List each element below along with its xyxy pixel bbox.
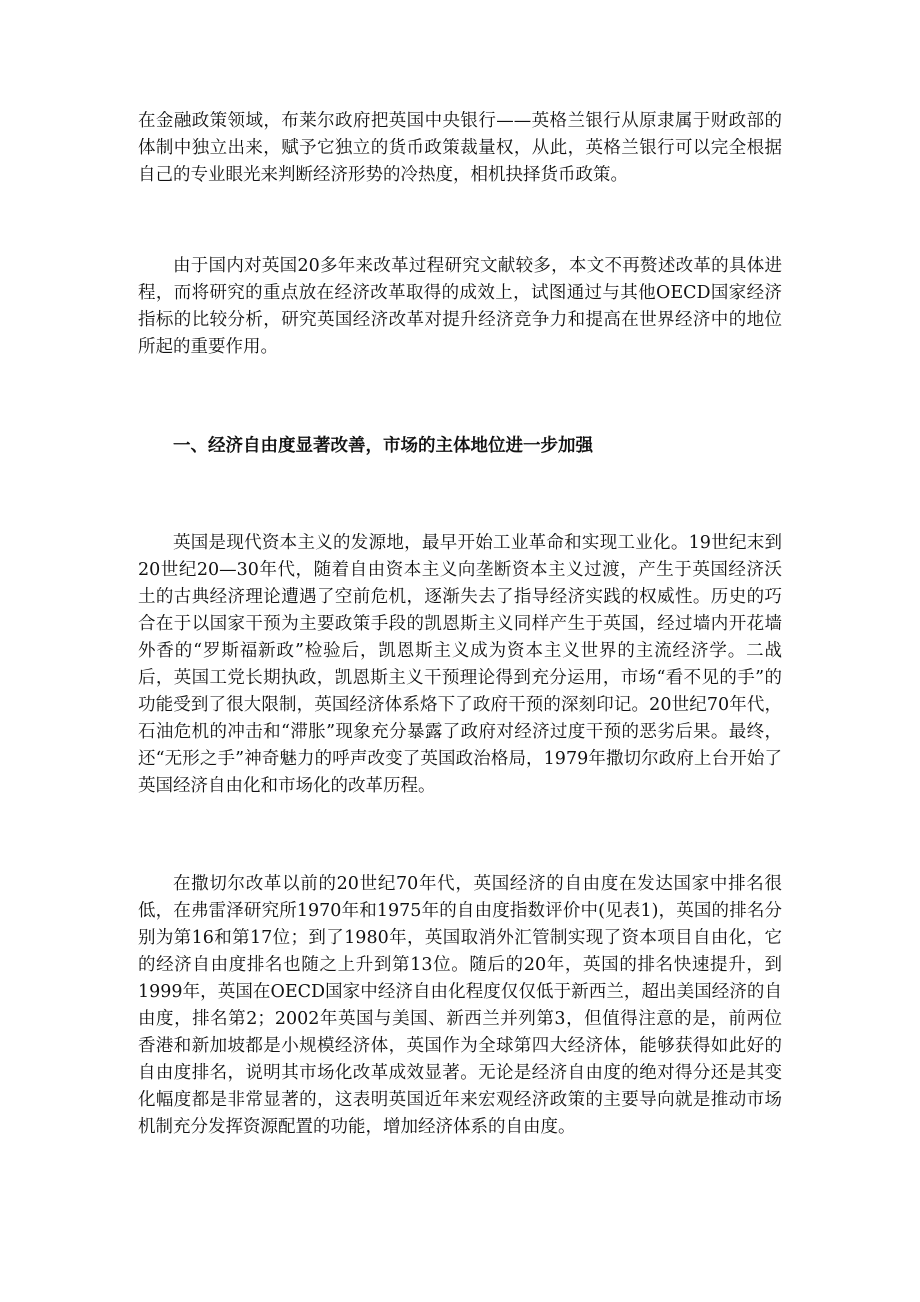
section-heading: 一、经济自由度显著改善，市场的主体地位进一步加强 — [173, 436, 593, 456]
paragraph-research-focus: 由于国内对英国20多年来改革过程研究文献较多，本文不再赘述改革的具体进程，而将研究的重点放在经济改革取得的成效上，试图通过与其他OECD国家经济指标的比较分析，研究英国经济改革对提升经济竞争力和提高在世界经济中的地位所起的重要作用。 — [138, 256, 782, 357]
paragraph-monetary-policy: 在金融政策领域，布莱尔政府把英国中央银行——英格兰银行从原隶属于财政部的体制中独立出来，赋予它独立的货币政策裁量权，从此，英格兰银行可以完全根据自己的专业眼光来判断经济形势的冷热度，相机抉择货币政策。 — [138, 111, 782, 185]
document-body — [138, 108, 782, 1141]
paragraph-history: 英国是现代资本主义的发源地，最早开始工业革命和实现工业化。19世纪末到20世纪20—30年代，随着自由资本主义向垄断资本主义过渡，产生于英国经济沃土的古典经济理论遭遇了空前危机，逐渐失去了指导经济实践的权威性。历史的巧合在于以国家干预为主要政策手段的凯恩斯主义同样产生于英国，经过墙内开花墙外香的“罗斯福新政”检验后，凯恩斯主义成为资本主义世界的主流经济学。二战后，英国工党长期执政，凯恩斯主义干预理论得到充分运用，市场“看不见的手”的功能受到了很大限制，英国经济体系烙下了政府干预的深刻印记。20世纪70年代，石油危机的冲击和“滞胀”现象充分暴露了政府对经济过度干预的恶劣后果。最终，还“无形之手”神奇魅力的呼声改变了英国政治格局，1979年撒切尔政府上台开始了英国经济自由化和市场化的改革历程。 — [138, 533, 782, 796]
paragraph-freedom-ranking: 在撒切尔改革以前的20世纪70年代，英国经济的自由度在发达国家中排名很低，在弗雷泽研究所1970年和1975年的自由度指数评价中(见表1)，英国的排名分别为第16和第17位；到了1980年，英国取消外汇管制实现了资本项目自由化，它的经济自由度排名也随之上升到第13位。随后的20年，英国的排名快速提升，到1999年，英国在OECD国家中经济自由化程度仅仅低于新西兰，超出美国经济的自由度，排名第2；2002年英国与美国、新西兰并列第3，但值得注意的是，前两位香港和新加坡都是小规模经济体，英国作为全球第四大经济体，能够获得如此好的自由度排名，说明其市场化改革成效显著。无论是经济自由度的绝对得分还是其变化幅度都是非常显著的，这表明英国近年来宏观经济政策的主要导向就是推动市场机制充分发挥资源配置的功能，增加经济体系的自由度。 — [138, 874, 782, 1137]
